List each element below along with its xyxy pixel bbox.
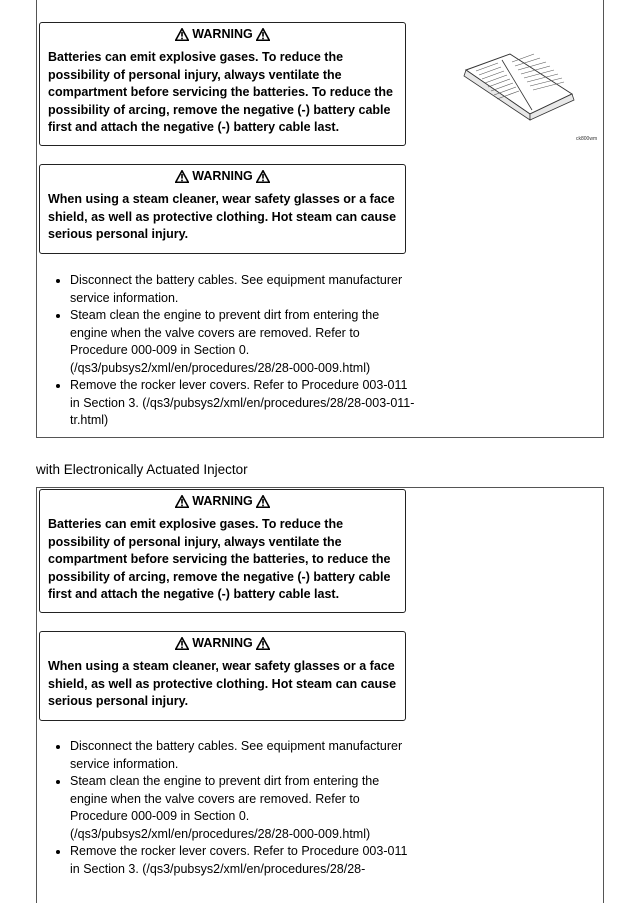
warning-triangle-icon <box>256 170 270 183</box>
list-item: • Remove the rocker lever covers. Refer to Procedure 003-011 in Section 3. (/qs3/pubsys2/xml/en/procedures/28/28- <box>70 843 420 878</box>
warning-box-steam <box>39 631 406 721</box>
warning-title: WARNING <box>40 632 405 654</box>
list-item: • Disconnect the battery cables. See equipment manufacturer service information. <box>70 272 420 307</box>
warning-box-batteries <box>39 22 406 146</box>
list-item: • Remove the rocker lever covers. Refer to Procedure 003-011 in Section 3. (/qs3/pubsys2/xml/en/procedures/28/28-003-011-tr.html) <box>70 377 420 430</box>
warning-box-steam <box>39 164 406 254</box>
warning-triangle-icon <box>175 495 189 508</box>
warning-box-batteries <box>39 489 406 613</box>
warning-text: Batteries can emit explosive gases. To reduce the possibility of personal injury, always ventilate the compartment before servicing the batteries, to reduce the possibility of arcing, remove the negative (-) battery cable first and attach the negative (-) battery cable last. <box>48 517 391 602</box>
step-list-2 <box>52 738 420 878</box>
warning-text: When using a steam cleaner, wear safety glasses or a face shield, as well as protective clothing. Hot steam can cause serious personal injury. <box>48 192 397 242</box>
step-list-1 <box>52 272 420 430</box>
warning-triangle-icon <box>175 170 189 183</box>
warning-triangle-icon <box>175 28 189 41</box>
open-book-icon <box>460 48 602 148</box>
list-item: • Steam clean the engine to prevent dirt from entering the engine when the valve covers are removed. Refer to Procedure 000-009 in Section 0. (/qs3/pubsys2/xml/en/procedures/28/28-000-009.html) <box>70 307 420 377</box>
warning-triangle-icon <box>256 637 270 650</box>
list-item: • Steam clean the engine to prevent dirt from entering the engine when the valve covers are removed. Refer to Procedure 000-009 in Section 0. (/qs3/pubsys2/xml/en/procedures/28/28-000-009.html) <box>70 773 420 843</box>
warning-title: WARNING <box>40 490 405 512</box>
warning-text: When using a steam cleaner, wear safety glasses or a face shield, as well as protective clothing. Hot steam can cause serious personal injury. <box>48 659 397 709</box>
figure-code: ck800wm <box>576 136 598 142</box>
warning-text: Batteries can emit explosive gases. To reduce the possibility of personal injury, always ventilate the compartment before servicing the batteries. To reduce the possibility of arcing, remove the negative (-) battery cable first and attach the negative (-) battery cable last. <box>48 50 393 135</box>
list-item: • Disconnect the battery cables. See equipment manufacturer service information. <box>70 738 420 773</box>
section-heading: with Electronically Actuated Injector <box>36 462 248 477</box>
warning-title: WARNING <box>40 165 405 187</box>
warning-triangle-icon <box>256 495 270 508</box>
warning-triangle-icon <box>256 28 270 41</box>
warning-triangle-icon <box>175 637 189 650</box>
warning-title: WARNING <box>40 23 405 45</box>
